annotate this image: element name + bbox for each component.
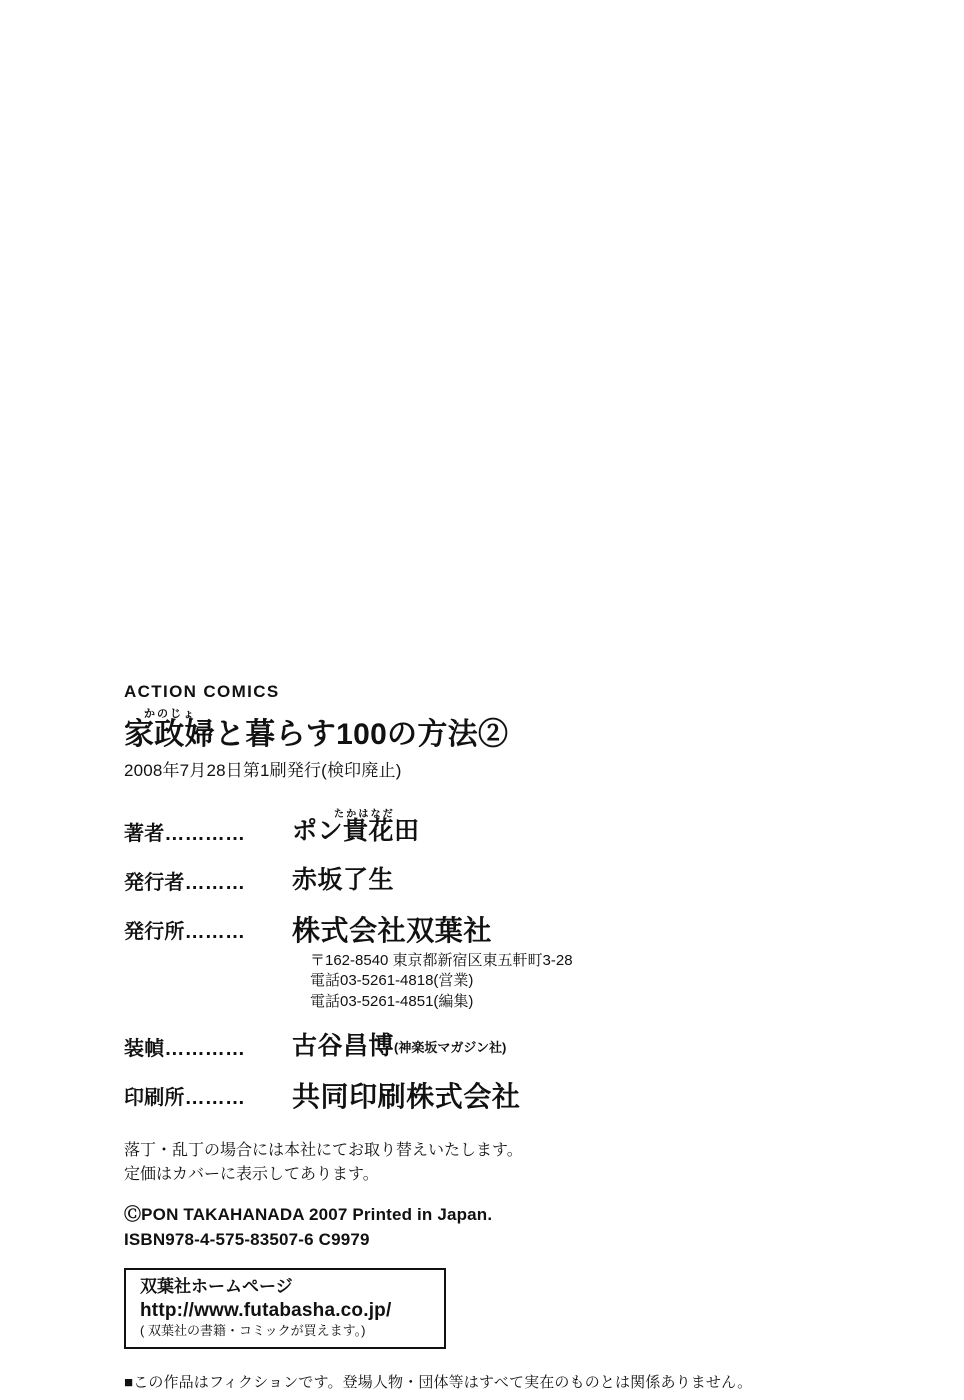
credit-label: 発行所……… — [124, 921, 246, 943]
credit-value: 共同印刷株式会社 — [292, 1080, 521, 1112]
imprint-label: ACTION COMICS — [124, 682, 280, 701]
credit-row-printer — [124, 1081, 884, 1113]
homepage-note: ( 双葉社の書籍・コミックが買えます。) — [140, 1323, 366, 1339]
credit-row-author — [124, 809, 884, 846]
title-furigana: かのじょ — [144, 708, 196, 720]
notes-block — [124, 1139, 884, 1187]
credit-value-wrap — [292, 1032, 506, 1061]
fiction-disclaimer: ■この作品はフィクションです。登場人物・団体等はすべて実在のものとは関係ありません。 — [124, 1374, 753, 1392]
phone-sales: 電話03-5261-4818(営業) — [310, 972, 474, 990]
credit-value-line — [292, 1032, 506, 1061]
note-line: 落丁・乱丁の場合には本社にてお取り替えいたします。 — [124, 1142, 523, 1160]
copyright-block — [124, 1203, 884, 1252]
credit-row-design — [124, 1032, 884, 1061]
publisher-address — [292, 951, 573, 1012]
credit-entries — [124, 809, 884, 1113]
title-block — [124, 708, 884, 781]
address-line: 〒162-8540 東京都新宿区東五軒町3-28 — [310, 952, 573, 970]
credit-value: ポン貴花田 — [292, 817, 420, 845]
book-title: 家政婦と暮らす100の方法② — [124, 718, 509, 751]
credit-value-wrap — [292, 1081, 520, 1113]
credit-value: 古谷昌博 — [292, 1031, 395, 1060]
colophon-block — [124, 682, 884, 1392]
isbn-line: ISBN978-4-575-83507-6 C9979 — [124, 1229, 370, 1249]
credit-value: 赤坂了生 — [292, 866, 395, 894]
credit-value: 株式会社双葉社 — [292, 915, 492, 946]
credit-row-publisher-company — [124, 915, 884, 1012]
credit-value-wrap — [292, 915, 573, 1012]
publication-date: 2008年7月28日第1刷発行(検印廃止) — [124, 761, 402, 780]
note-line: 定価はカバーに表示してあります。 — [124, 1166, 379, 1184]
copyright-line: ⒸPON TAKAHANADA 2007 Printed in Japan. — [124, 1205, 493, 1225]
homepage-box — [124, 1268, 446, 1349]
credit-value-wrap — [292, 866, 394, 895]
credit-label: 発行者……… — [124, 872, 246, 894]
homepage-url[interactable]: http://www.futabasha.co.jp/ — [140, 1299, 392, 1321]
phone-editorial: 電話03-5261-4851(編集) — [310, 992, 474, 1010]
credit-label: 装幀………… — [124, 1037, 246, 1060]
homepage-title: 双葉社ホームページ — [140, 1277, 293, 1297]
credit-value-wrap — [292, 809, 420, 846]
credit-row-publisher-person — [124, 866, 884, 895]
author-furigana: たかはなだ — [334, 809, 395, 820]
credit-value-suffix: (神楽坂マガジン社) — [394, 1039, 507, 1055]
credit-label: 印刷所……… — [124, 1086, 246, 1109]
credit-label: 著者………… — [124, 823, 246, 845]
